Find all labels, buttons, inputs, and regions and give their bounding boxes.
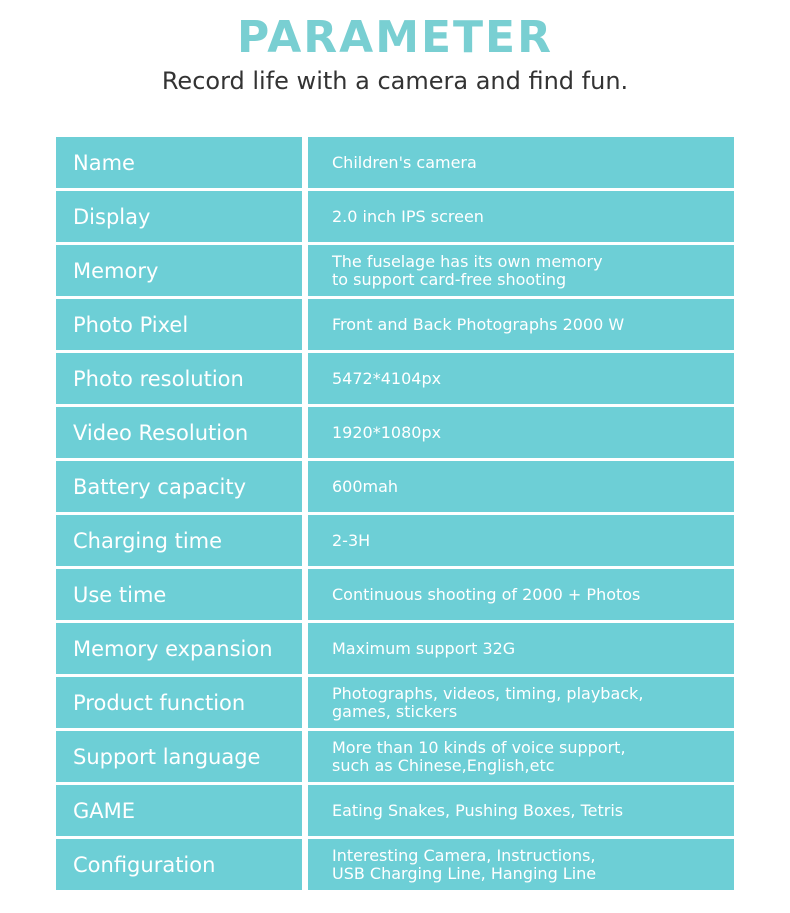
row-value: Maximum support 32G <box>308 623 734 674</box>
page-subtitle: Record life with a camera and find fun. <box>161 67 629 95</box>
table-row <box>56 407 734 458</box>
row-label: Support language <box>56 731 302 782</box>
row-label: GAME <box>56 785 302 836</box>
row-value: 5472*4104px <box>308 353 734 404</box>
table-row <box>56 191 734 242</box>
row-label: Use time <box>56 569 302 620</box>
table-row <box>56 677 734 728</box>
row-label: Memory expansion <box>56 623 302 674</box>
row-value: Front and Back Photographs 2000 W <box>308 299 734 350</box>
row-value: 2.0 inch IPS screen <box>308 191 734 242</box>
row-value: Children's camera <box>308 137 734 188</box>
table-row <box>56 461 734 512</box>
row-value: 1920*1080px <box>308 407 734 458</box>
table-row <box>56 353 734 404</box>
row-value: 600mah <box>308 461 734 512</box>
table-row <box>56 245 734 296</box>
row-label: Video Resolution <box>56 407 302 458</box>
table-row <box>56 623 734 674</box>
row-value: 2-3H <box>308 515 734 566</box>
row-label: Name <box>56 137 302 188</box>
row-value: Interesting Camera, Instructions, USB Charging Line, Hanging Line <box>308 839 734 890</box>
row-label: Photo resolution <box>56 353 302 404</box>
table-row <box>56 299 734 350</box>
page-title: PARAMETER <box>237 12 553 63</box>
row-label: Configuration <box>56 839 302 890</box>
table-row <box>56 137 734 188</box>
row-label: Memory <box>56 245 302 296</box>
table-row <box>56 785 734 836</box>
row-label: Photo Pixel <box>56 299 302 350</box>
row-label: Display <box>56 191 302 242</box>
row-value: The fuselage has its own memory to support card-free shooting <box>308 245 734 296</box>
table-row <box>56 515 734 566</box>
table-row <box>56 731 734 782</box>
row-value: More than 10 kinds of voice support, such as Chinese,English,etc <box>308 731 734 782</box>
table-row <box>56 569 734 620</box>
row-value: Continuous shooting of 2000 + Photos <box>308 569 734 620</box>
row-label: Charging time <box>56 515 302 566</box>
row-label: Battery capacity <box>56 461 302 512</box>
table-row <box>56 839 734 890</box>
row-label: Product function <box>56 677 302 728</box>
row-value: Eating Snakes, Pushing Boxes, Tetris <box>308 785 734 836</box>
row-value: Photographs, videos, timing, playback, games, stickers <box>308 677 734 728</box>
